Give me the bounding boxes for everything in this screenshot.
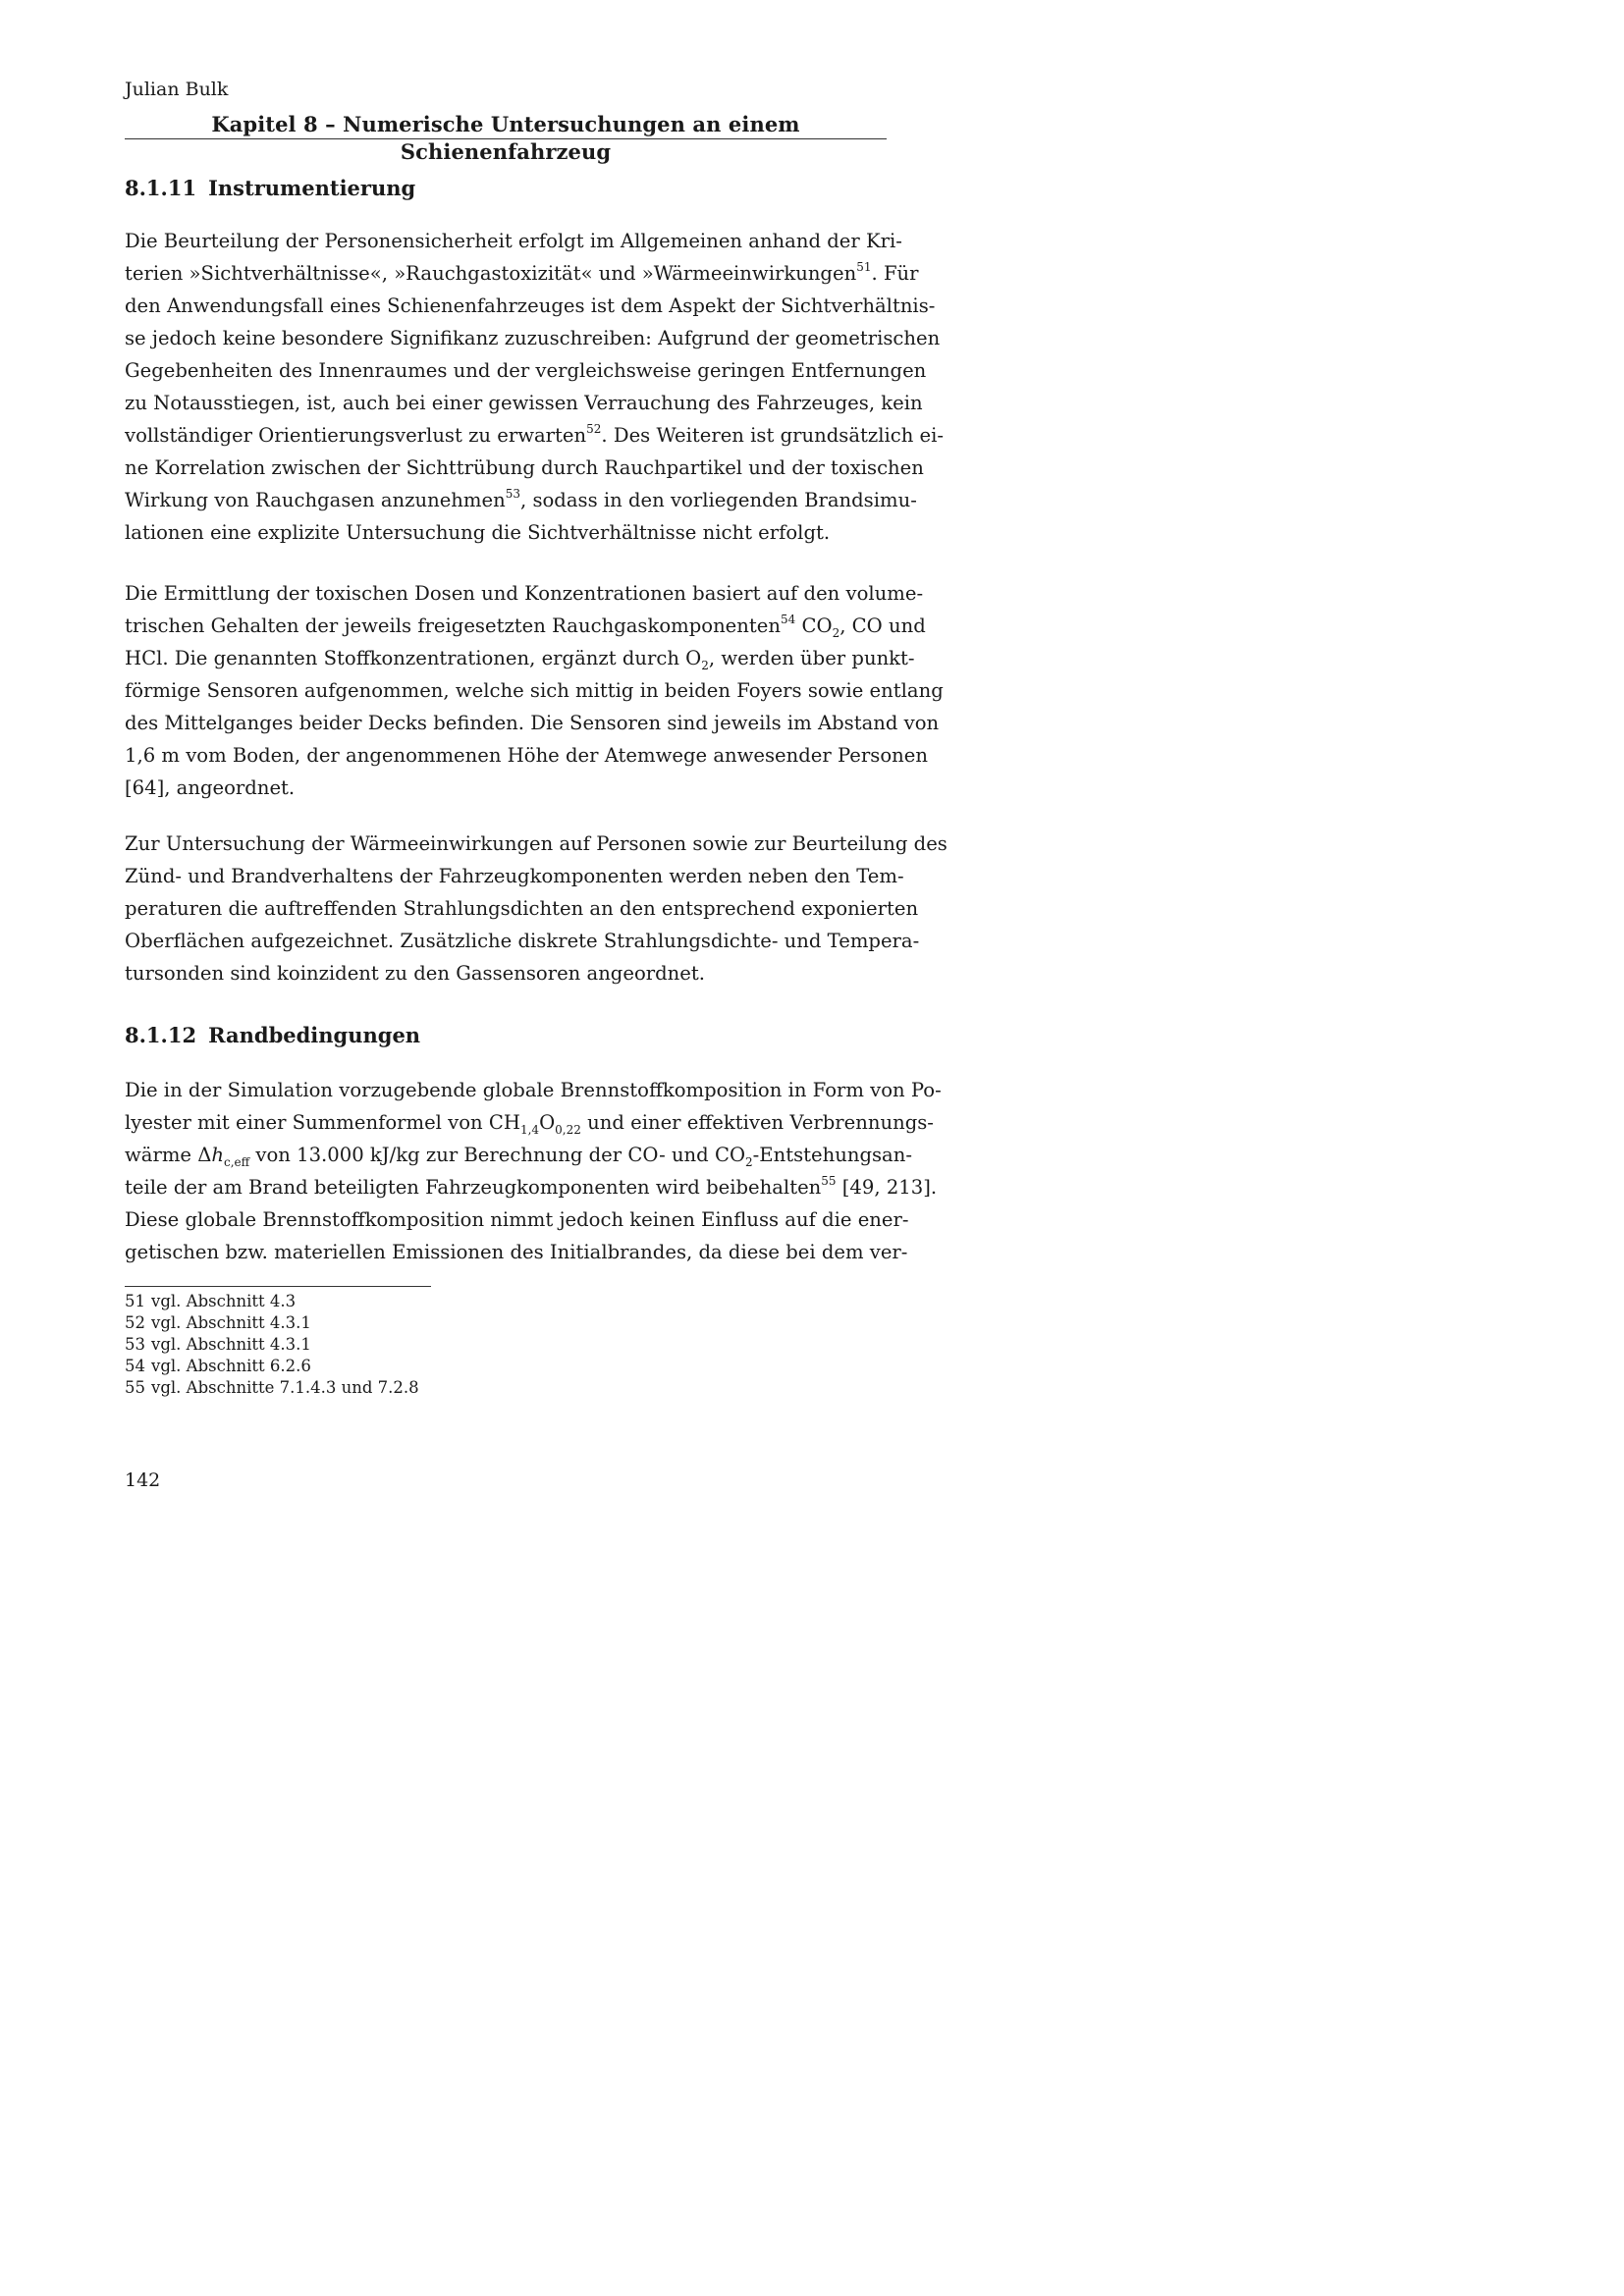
text-span: teile der am Brand beteiligten Fahrzeugkomponenten wird beibehalten	[125, 1176, 822, 1199]
text-line	[125, 1106, 934, 1139]
footnote-item	[125, 1312, 419, 1334]
subscript: 2	[832, 625, 840, 640]
footnote-item	[125, 1334, 419, 1356]
text-span: [49, 213].	[836, 1176, 938, 1199]
subscript: 0,22	[555, 1122, 581, 1137]
text-span: O	[539, 1111, 556, 1134]
text-line: Die Beurteilung der Personensicherheit erfolgt im Allgemeinen anhand der Kri-	[125, 230, 902, 252]
section-title: Instrumentierung	[208, 176, 416, 200]
text-line: 1,6 m vom Boden, der angenommenen Höhe der Atemwege anwesender Personen	[125, 744, 928, 767]
text-span: . Für	[871, 262, 919, 285]
footnote-number: 52	[125, 1313, 145, 1332]
subscript: 2	[701, 658, 709, 672]
paragraph-3	[125, 828, 947, 989]
text-line: Die in der Simulation vorzugebende globale Brennstoffkomposition in Form von Po-	[125, 1079, 942, 1101]
page-number: 142	[125, 1469, 161, 1491]
running-header-author: Julian Bulk	[125, 79, 229, 100]
subscript: 1,4	[519, 1122, 540, 1137]
section-heading-randbedingungen	[125, 1022, 420, 1049]
footnote-rule	[125, 1286, 431, 1287]
text-span: terien »Sichtverhältnisse«, »Rauchgastoxizität« und »Wärmeeinwirkungen	[125, 262, 857, 285]
text-span: -Entstehungsan-	[752, 1144, 912, 1166]
text-line: [64], angeordnet.	[125, 776, 296, 799]
document-page	[0, 0, 1080, 1527]
footnote-ref-51: 51	[856, 260, 872, 275]
footnote-text: vgl. Abschnitt 4.3	[151, 1292, 297, 1310]
section-number: 8.1.11	[125, 176, 197, 200]
text-span: und einer effektiven Verbrennungs-	[580, 1111, 934, 1134]
text-line: zu Notausstiegen, ist, auch bei einer gewissen Verrauchung des Fahrzeuges, kein	[125, 392, 923, 414]
footnote-text: vgl. Abschnitte 7.1.4.3 und 7.2.8	[151, 1378, 419, 1397]
subscript: 2	[745, 1154, 753, 1169]
running-header-chapter: Kapitel 8 – Numerische Untersuchungen an einem Schienenfahrzeug	[211, 112, 800, 164]
section-heading-instrumentierung	[125, 175, 415, 202]
text-span: HCl. Die genannten Stoffkonzentrationen, ergänzt durch O	[125, 647, 702, 669]
text-span: , CO und	[839, 614, 926, 637]
footnote-ref-52: 52	[586, 422, 602, 437]
text-span: Wirkung von Rauchgasen anzunehmen	[125, 489, 506, 511]
text-line: Gegebenheiten des Innenraumes und der vergleichsweise geringen Entfernungen	[125, 359, 927, 382]
text-line	[125, 1139, 912, 1171]
footnote-text: vgl. Abschnitt 6.2.6	[151, 1357, 311, 1375]
footnotes	[125, 1291, 419, 1399]
text-span: trischen Gehalten der jeweils freigesetzten Rauchgaskomponenten	[125, 614, 781, 637]
text-span: . Des Weiteren ist grundsätzlich ei-	[601, 424, 945, 447]
text-line: Zünd- und Brandverhaltens der Fahrzeugkomponenten werden neben den Tem-	[125, 865, 904, 887]
text-line: getischen bzw. materiellen Emissionen des Initialbrandes, da diese bei dem ver-	[125, 1241, 908, 1263]
header-rule	[125, 138, 887, 139]
section-title: Randbedingungen	[208, 1023, 421, 1047]
paragraph-1	[125, 225, 945, 549]
text-line: Die Ermittlung der toxischen Dosen und Konzentrationen basiert auf den volume-	[125, 582, 924, 605]
text-line	[125, 610, 926, 642]
text-line	[125, 642, 915, 674]
text-line: den Anwendungsfall eines Schienenfahrzeuges ist dem Aspekt der Sichtverhältnis-	[125, 294, 936, 317]
footnote-number: 53	[125, 1335, 145, 1354]
text-line: se jedoch keine besondere Signifikanz zuzuschreiben: Aufgrund der geometrischen	[125, 327, 941, 349]
footnote-item	[125, 1291, 419, 1312]
text-line: des Mittelganges beider Decks befinden. Die Sensoren sind jeweils im Abstand von	[125, 712, 940, 734]
text-line	[125, 257, 919, 290]
text-span: von 13.000 kJ/kg zur Berechnung der CO- und CO	[249, 1144, 746, 1166]
footnote-ref-53: 53	[505, 487, 520, 502]
footnote-item	[125, 1377, 419, 1399]
math-symbol: h	[211, 1144, 224, 1166]
text-span: CO	[795, 614, 833, 637]
text-line	[125, 1171, 938, 1203]
text-line: Zur Untersuchung der Wärmeeinwirkungen auf Personen sowie zur Beurteilung des	[125, 832, 947, 855]
text-line: Diese globale Brennstoffkomposition nimmt jedoch keinen Einfluss auf die ener-	[125, 1208, 909, 1231]
text-line: Oberflächen aufgezeichnet. Zusätzliche diskrete Strahlungsdichte- und Tempera-	[125, 930, 920, 952]
paragraph-4	[125, 1074, 942, 1268]
text-span: , sodass in den vorliegenden Brandsimu-	[520, 489, 917, 511]
footnote-text: vgl. Abschnitt 4.3.1	[151, 1335, 311, 1354]
text-line: tursonden sind koinzident zu den Gassensoren angeordnet.	[125, 962, 705, 985]
footnote-ref-55: 55	[821, 1174, 837, 1189]
footnote-number: 54	[125, 1357, 145, 1375]
paragraph-2	[125, 577, 944, 804]
footnote-ref-54: 54	[781, 613, 796, 627]
text-line: lationen eine explizite Untersuchung die Sichtverhältnisse nicht erfolgt.	[125, 521, 831, 544]
footnote-number: 55	[125, 1378, 145, 1397]
text-span: , werden über punkt-	[708, 647, 915, 669]
footnote-text: vgl. Abschnitt 4.3.1	[151, 1313, 311, 1332]
text-line	[125, 484, 917, 516]
text-span: vollständiger Orientierungsverlust zu erwarten	[125, 424, 587, 447]
subscript: c,eff	[224, 1154, 250, 1169]
footnote-item	[125, 1356, 419, 1377]
text-line: ne Korrelation zwischen der Sichttrübung durch Rauchpartikel und der toxischen	[125, 456, 924, 479]
text-span: wärme Δ	[125, 1144, 212, 1166]
text-line: peraturen die auftreffenden Strahlungsdichten an den entsprechend exponierten	[125, 897, 919, 920]
footnote-number: 51	[125, 1292, 145, 1310]
text-line: förmige Sensoren aufgenommen, welche sich mittig in beiden Foyers sowie entlang	[125, 679, 944, 702]
section-number: 8.1.12	[125, 1023, 197, 1047]
text-span: lyester mit einer Summenformel von CH	[125, 1111, 520, 1134]
text-line	[125, 419, 945, 452]
